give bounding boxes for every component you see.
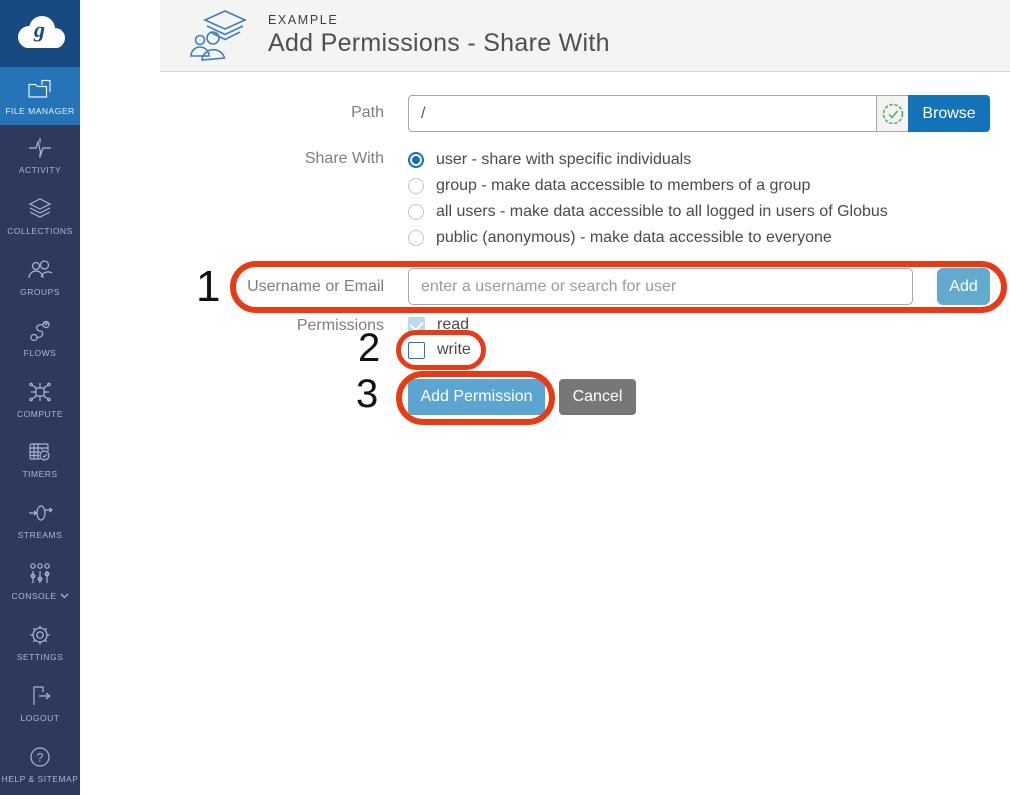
share-with-label: Share With [304,150,384,167]
radio-option-user[interactable]: user - share with specific individuals [408,149,691,171]
annotation-number-2: 2 [358,326,381,370]
sidebar-item-collections[interactable] [0,186,80,247]
sidebar-item-groups[interactable] [0,247,80,308]
sidebar-item-label: HELP & SITEMAP [1,774,79,785]
path-status [877,95,908,132]
sidebar-item-help-sitemap[interactable] [0,734,80,795]
sidebar-item-label: STREAMS [17,530,63,541]
path-input[interactable] [408,95,877,132]
flows-icon [27,319,53,343]
page-header [160,0,1010,72]
sidebar-item-label: FLOWS [23,347,57,358]
radio-option-public[interactable]: public (anonymous) - make data accessible to everyone [408,227,832,249]
sidebar-item-label: ACTIVITY [18,164,62,175]
sidebar-item-flows[interactable] [0,308,80,369]
svg-text:?: ? [36,750,44,765]
radio-option-group[interactable]: group - make data accessible to members of a group [408,175,810,197]
header-eyebrow: EXAMPLE [268,13,339,27]
radio-unselected[interactable] [408,204,424,220]
browse-button[interactable]: Browse [908,95,990,132]
activity-icon [27,136,53,160]
globus-logo[interactable] [0,0,80,67]
path-label: Path [351,104,384,121]
globus-cloud-icon [12,13,68,55]
write-checkbox[interactable] [408,342,425,359]
sidebar-item-compute[interactable] [0,369,80,430]
sidebar-item-label: LOGOUT [20,713,60,724]
sidebar-item-streams[interactable] [0,490,80,551]
sidebar-item-activity[interactable] [0,125,80,186]
sidebar-item-console[interactable] [0,551,80,612]
sidebar-item-label: COMPUTE [17,408,63,419]
radio-unselected[interactable] [408,230,424,246]
sidebar-item-logout[interactable] [0,673,80,734]
permissions-label: Permissions [296,317,384,334]
svg-text:g: g [34,16,45,42]
sidebar-item-timers[interactable] [0,430,80,491]
streams-icon [27,501,53,525]
read-permission-row: read [408,316,469,334]
folder-icon [27,77,53,101]
sidebar-item-label: SETTINGS [16,652,64,663]
timers-icon [27,440,53,464]
page-title: Add Permissions - Share With [268,29,610,57]
annotation-number-3: 3 [356,372,379,416]
username-input[interactable] [408,268,913,305]
cancel-button[interactable]: Cancel [559,379,636,415]
compute-icon [27,380,53,404]
write-permission-row[interactable]: write [408,341,471,359]
sidebar-item-label: GROUPS [20,286,60,297]
sidebar-item-settings[interactable] [0,612,80,673]
help-icon [27,745,53,769]
sidebar [0,0,80,795]
sidebar-item-label: FILE MANAGER [5,105,75,116]
sidebar-nav-list [0,125,80,795]
read-checkbox [408,317,425,334]
annotation-number-1: 1 [196,262,221,311]
radio-option-all-users[interactable]: all users - make data accessible to all logged in users of Globus [408,201,888,223]
green-check-icon [882,103,904,125]
main-content [80,0,1010,795]
groups-icon [26,258,54,282]
username-label: Username or Email [247,278,384,295]
chevron-down-icon [60,593,69,599]
console-icon [27,562,53,586]
radio-selected[interactable] [408,152,424,168]
sidebar-item-file-manager[interactable] [0,67,80,125]
add-permission-button[interactable]: Add Permission [408,379,545,415]
collections-icon [27,197,53,221]
radio-unselected[interactable] [408,178,424,194]
sidebar-item-label: COLLECTIONS [7,225,73,236]
path-input-group [408,95,990,132]
logout-icon [27,684,53,708]
sidebar-item-label: CONSOLE [11,591,68,601]
share-permissions-icon [188,9,250,63]
add-button[interactable]: Add [937,268,990,305]
sidebar-item-label: TIMERS [22,469,58,480]
gear-icon [27,623,53,647]
